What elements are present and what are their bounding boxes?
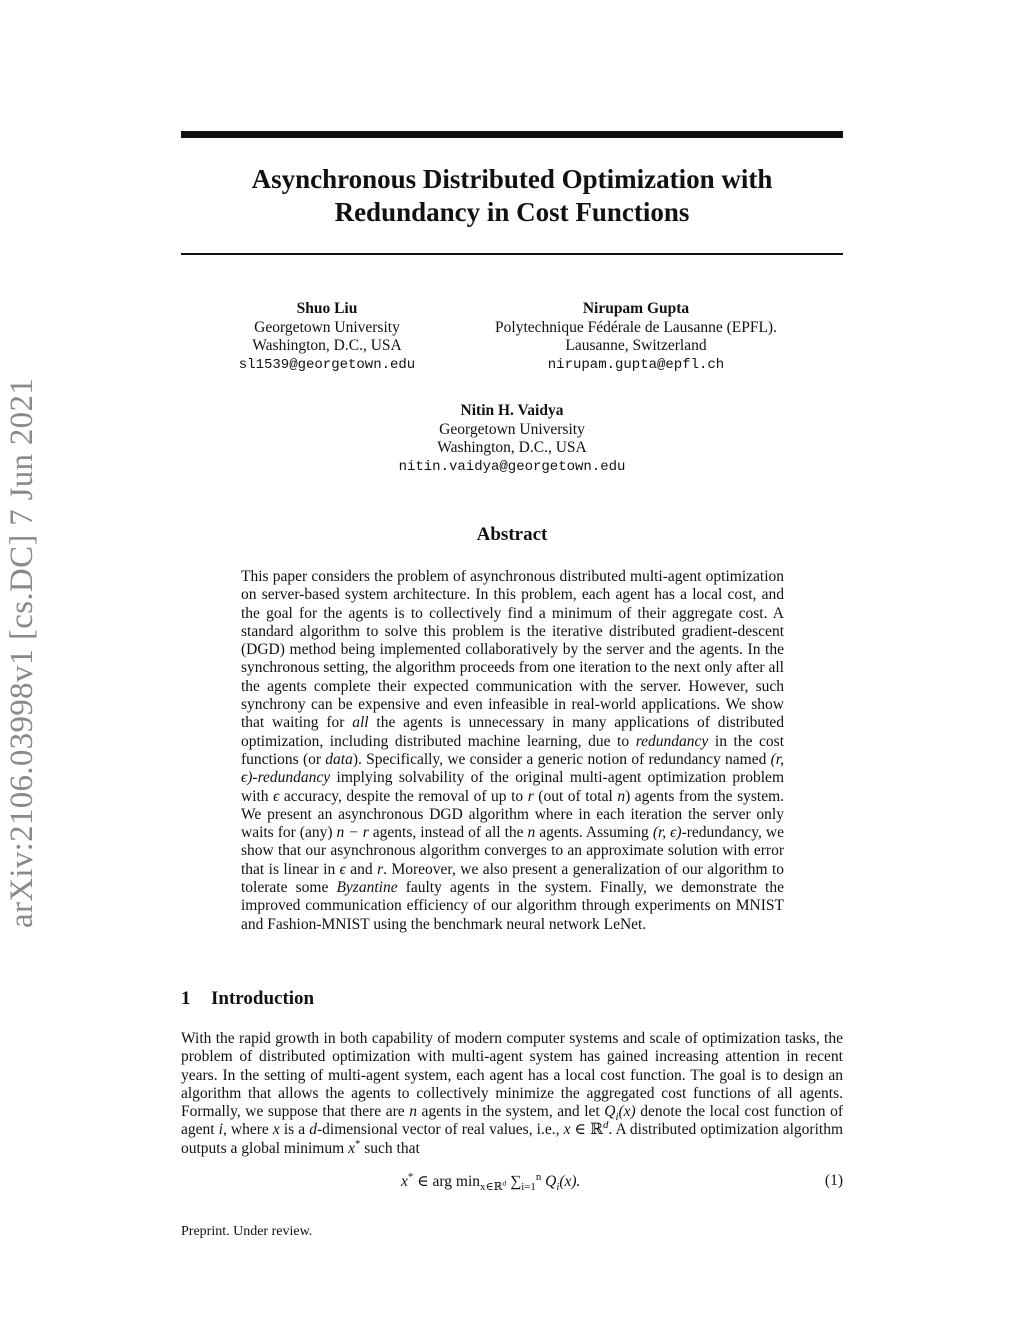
abstract-text: This paper considers the problem of asynchronous distributed multi-agent optimization on server-based system architecture. In this problem, each agent has a local cost, and the goal for the agents is to collectively find a minimum of their aggregate cost. A standard algorithm to solve this problem is the iterative distributed gradient-descent (DGD) method being implemented collaboratively by the server and the agents. In the synchronous setting, the algorithm proceeds from one iteration to the next only after all the agents complete their expected communication with the server. However, such synchrony can be expensive and even infeasible in real-world applications. We show that waiting for all the agents is unnecessary in many applications of distributed optimization, including distributed machine learning, due to redundancy in the cost functions (or data). Specifically, we consider a generic notion of redundancy named (r, ϵ)-redundancy implying solvability of the original multi-agent optimization problem with ϵ accuracy, despite the removal of up to r (out of total n) agents from the system. We present an asynchronous DGD algorithm where in each iteration the server only waits for (any) n − r agents, instead of all the n agents. Assuming (r, ϵ)-redundancy, we show that our asynchronous algorithm converges to an approximate solution with error that is linear in ϵ and r. Moreover, we also present a generalization of our algorithm to tolerate some Byzantine faulty agents in the system. Finally, we demonstrate the improved communication efficiency of our algorithm through experiments on MNIST and Fashion-MNIST using the benchmark neural network LeNet.: [241, 568, 785, 933]
section-number: 1: [181, 988, 191, 1009]
author-block: [476, 300, 796, 374]
equation-body: x* ∈ arg $\min_{x\in ℝ^d} \sum_{i=1}^n$ $Q_i(x)$.: [401, 1170, 581, 1194]
author-location: Washington, D.C., USA: [437, 439, 587, 456]
author-location: Washington, D.C., USA: [252, 337, 402, 354]
author-affiliation: Georgetown University: [439, 420, 585, 438]
author-email: sl1539@georgetown.edu: [238, 356, 416, 373]
author-email: nirupam.gupta@epfl.ch: [547, 356, 725, 373]
paper-title: [181, 163, 843, 229]
footer-note: Preprint. Under review.: [181, 1224, 313, 1239]
author-name: Shuo Liu: [296, 300, 358, 317]
author-location: Lausanne, Switzerland: [565, 337, 707, 354]
title-rule-top: [181, 131, 843, 138]
equation-number: (1): [824, 1172, 843, 1189]
author-email: nitin.vaidya@georgetown.edu: [398, 458, 626, 475]
title-line-1: Asynchronous Distributed Optimization with: [251, 164, 773, 194]
author-name: Nirupam Gupta: [582, 300, 690, 317]
title-line-2: Redundancy in Cost Functions: [334, 197, 690, 227]
author-name: Nitin H. Vaidya: [460, 402, 564, 419]
author-block: [227, 300, 427, 374]
title-rule-bottom: [181, 253, 843, 255]
section-heading: [181, 988, 314, 1010]
section-title: Introduction: [211, 988, 315, 1009]
author-affiliation: Georgetown University: [254, 318, 400, 336]
abstract-heading: Abstract: [476, 524, 548, 545]
author-affiliation: Polytechnique Fédérale de Lausanne (EPFL).: [495, 318, 777, 336]
author-block: [382, 402, 642, 476]
arxiv-stamp: arXiv:2106.03998v1 [cs.DC] 7 Jun 2021: [4, 377, 40, 928]
intro-paragraph: With the rapid growth in both capability of modern computer systems and scale of optimization tasks, the problem of distributed optimization with multi-agent system has gained increasing attention in recent years. In the setting of multi-agent system, each agent has a local cost function. The goal is to design an algorithm that allows the agents to collectively minimize the aggregated cost functions of all agents. Formally, we suppose that there are n agents in the system, and let $Q_i(x)$ denote the local cost function of agent i, where x is a d-dimensional vector of real values, i.e., x ∈ ℝ$^d$. A distributed optimization algorithm outputs a global minimum x* such that: [181, 1030, 844, 1157]
